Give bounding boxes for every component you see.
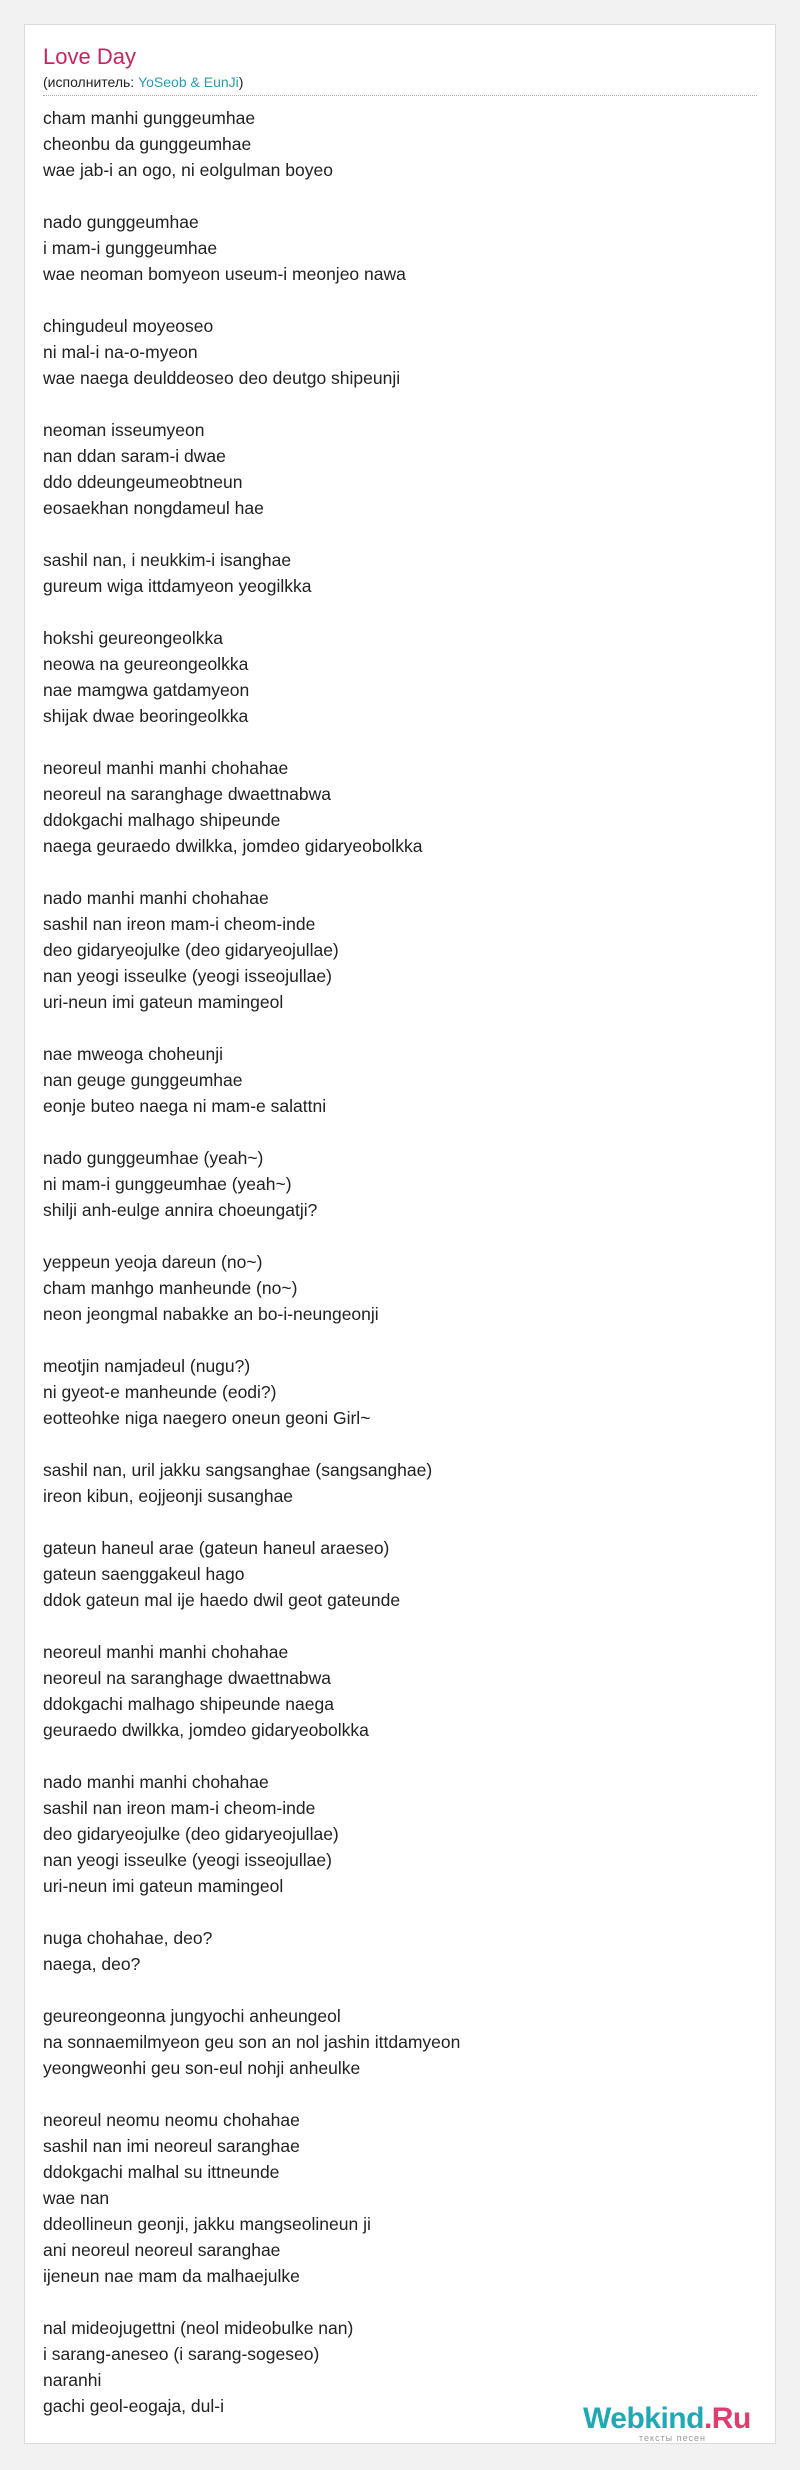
lyric-line: neon jeongmal nabakke an bo-i-neungeonji: [43, 1304, 379, 1324]
lyric-line: nan geuge gunggeumhae: [43, 1070, 243, 1090]
lyric-line: ani neoreul neoreul saranghae: [43, 2240, 281, 2260]
lyric-line: nado gunggeumhae: [43, 212, 199, 232]
stanza: [43, 105, 743, 183]
lyric-line: sashil nan ireon mam-i cheom-inde: [43, 914, 316, 934]
lyric-line: deo gidaryeojulke (deo gidaryeojullae): [43, 940, 339, 960]
lyric-line: nan yeogi isseulke (yeogi isseojullae): [43, 966, 332, 986]
lyric-line: neowa na geureongeolkka: [43, 654, 249, 674]
song-title: Love Day: [43, 44, 136, 69]
lyric-line: cheonbu da gunggeumhae: [43, 134, 252, 154]
lyric-line: gachi geol-eogaja, dul-i: [43, 2396, 224, 2416]
lyric-line: nal mideojugettni (neol mideobulke nan): [43, 2318, 354, 2338]
lyric-line: sashil nan imi neoreul saranghae: [43, 2136, 300, 2156]
lyrics-card: [24, 24, 776, 2444]
lyric-line: eosaekhan nongdameul hae: [43, 498, 264, 518]
lyric-line: nuga chohahae, deo?: [43, 1928, 213, 1948]
stanza: [43, 547, 743, 599]
stanza: [43, 1535, 743, 1613]
stanza: [43, 1145, 743, 1223]
stanza: [43, 209, 743, 287]
artist-link[interactable]: YoSeob & EunJi: [138, 74, 239, 90]
lyric-line: i sarang-aneseo (i sarang-sogeseo): [43, 2344, 320, 2364]
lyric-line: neoreul manhi manhi chohahae: [43, 758, 289, 778]
lyric-line: ddo ddeungeumeobtneun: [43, 472, 243, 492]
lyric-line: eonje buteo naega ni mam-e salattni: [43, 1096, 327, 1116]
stanza: [43, 313, 743, 391]
stanza: [43, 2107, 743, 2289]
lyric-line: eotteohke niga naegero oneun geoni Girl~: [43, 1408, 371, 1428]
logo-part1: Webkind: [583, 2402, 704, 2435]
stanza: [43, 1457, 743, 1509]
lyrics-body: [43, 105, 743, 2444]
lyric-line: nae mweoga choheunji: [43, 1044, 223, 1064]
lyric-line: ni mam-i gunggeumhae (yeah~): [43, 1174, 292, 1194]
lyric-line: cham manhi gunggeumhae: [43, 108, 256, 128]
site-logo[interactable]: [583, 2403, 773, 2443]
lyric-line: naega geuraedo dwilkka, jomdeo gidaryeobolkka: [43, 836, 423, 856]
lyric-line: ijeneun nae mam da malhaejulke: [43, 2266, 300, 2286]
artist-suffix: ): [238, 74, 244, 90]
lyric-line: gateun saenggakeul hago: [43, 1564, 245, 1584]
stanza: [43, 1769, 743, 1899]
lyric-line: yeppeun yeoja dareun (no~): [43, 1252, 263, 1272]
lyric-line: nan yeogi isseulke (yeogi isseojullae): [43, 1850, 332, 1870]
stanza: [43, 755, 743, 859]
logo-subtitle: тексты песен: [639, 2433, 707, 2443]
stanza: [43, 1639, 743, 1743]
lyric-line: sashil nan, uril jakku sangsanghae (sangsanghae): [43, 1460, 433, 1480]
lyric-line: ddeollineun geonji, jakku mangseolineun ji: [43, 2214, 371, 2234]
stanza: [43, 1353, 743, 1431]
logo-wordmark: [583, 2403, 751, 2435]
lyric-line: ni mal-i na-o-myeon: [43, 342, 198, 362]
lyric-line: deo gidaryeojulke (deo gidaryeojullae): [43, 1824, 339, 1844]
lyric-line: wae neoman bomyeon useum-i meonjeo nawa: [43, 264, 406, 284]
lyric-line: chingudeul moyeoseo: [43, 316, 214, 336]
lyric-line: cham manhgo manheunde (no~): [43, 1278, 298, 1298]
lyric-line: neoreul manhi manhi chohahae: [43, 1642, 289, 1662]
lyric-line: wae naega deulddeoseo deo deutgo shipeunji: [43, 368, 401, 388]
lyric-line: ireon kibun, eojjeonji susanghae: [43, 1486, 294, 1506]
lyric-line: neoreul na saranghage dwaettnabwa: [43, 784, 331, 804]
lyric-line: neoreul na saranghage dwaettnabwa: [43, 1668, 331, 1688]
lyric-line: hokshi geureongeolkka: [43, 628, 223, 648]
lyric-line: shijak dwae beoringeolkka: [43, 706, 249, 726]
lyric-line: gureum wiga ittdamyeon yeogilkka: [43, 576, 312, 596]
logo-part2: .Ru: [703, 2402, 751, 2435]
lyric-line: sashil nan, i neukkim-i isanghae: [43, 550, 292, 570]
lyric-line: wae nan: [43, 2188, 110, 2208]
lyric-line: ddokgachi malhago shipeunde naega: [43, 1694, 334, 1714]
lyric-line: ddok gateun mal ije haedo dwil geot gateunde: [43, 1590, 401, 1610]
lyric-line: uri-neun imi gateun mamingeol: [43, 1876, 284, 1896]
lyric-line: nae mamgwa gatdamyeon: [43, 680, 250, 700]
stanza: [43, 1249, 743, 1327]
stanza: [43, 2003, 743, 2081]
title-divider: [43, 95, 757, 96]
lyric-line: shilji anh-eulge annira choeungatji?: [43, 1200, 318, 1220]
stanza: [43, 625, 743, 729]
lyric-line: nado manhi manhi chohahae: [43, 888, 269, 908]
lyric-line: naranhi: [43, 2370, 102, 2390]
stanza: [43, 885, 743, 1015]
lyric-line: ni gyeot-e manheunde (eodi?): [43, 1382, 277, 1402]
lyric-line: nan ddan saram-i dwae: [43, 446, 226, 466]
lyric-line: meotjin namjadeul (nugu?): [43, 1356, 251, 1376]
lyric-line: geureongeonna jungyochi anheungeol: [43, 2006, 341, 2026]
stanza: [43, 417, 743, 521]
artist-line: [43, 73, 243, 91]
lyric-line: yeongweonhi geu son-eul nohji anheulke: [43, 2058, 361, 2078]
lyric-line: geuraedo dwilkka, jomdeo gidaryeobolkka: [43, 1720, 369, 1740]
lyric-line: ddokgachi malhal su ittneunde: [43, 2162, 280, 2182]
lyric-line: neoreul neomu neomu chohahae: [43, 2110, 300, 2130]
artist-prefix: (исполнитель:: [43, 74, 139, 90]
lyric-line: naega, deo?: [43, 1954, 141, 1974]
lyric-line: nado manhi manhi chohahae: [43, 1772, 269, 1792]
stanza: [43, 1041, 743, 1119]
stanza: [43, 1925, 743, 1977]
lyric-line: i mam-i gunggeumhae: [43, 238, 218, 258]
lyric-line: nado gunggeumhae (yeah~): [43, 1148, 264, 1168]
lyric-line: neoman isseumyeon: [43, 420, 205, 440]
lyric-line: ddokgachi malhago shipeunde: [43, 810, 281, 830]
lyric-line: uri-neun imi gateun mamingeol: [43, 992, 284, 1012]
lyric-line: wae jab-i an ogo, ni eolgulman boyeo: [43, 160, 333, 180]
lyric-line: gateun haneul arae (gateun haneul araeseo): [43, 1538, 390, 1558]
lyric-line: na sonnaemilmyeon geu son an nol jashin ittdamyeon: [43, 2032, 461, 2052]
lyric-line: sashil nan ireon mam-i cheom-inde: [43, 1798, 316, 1818]
